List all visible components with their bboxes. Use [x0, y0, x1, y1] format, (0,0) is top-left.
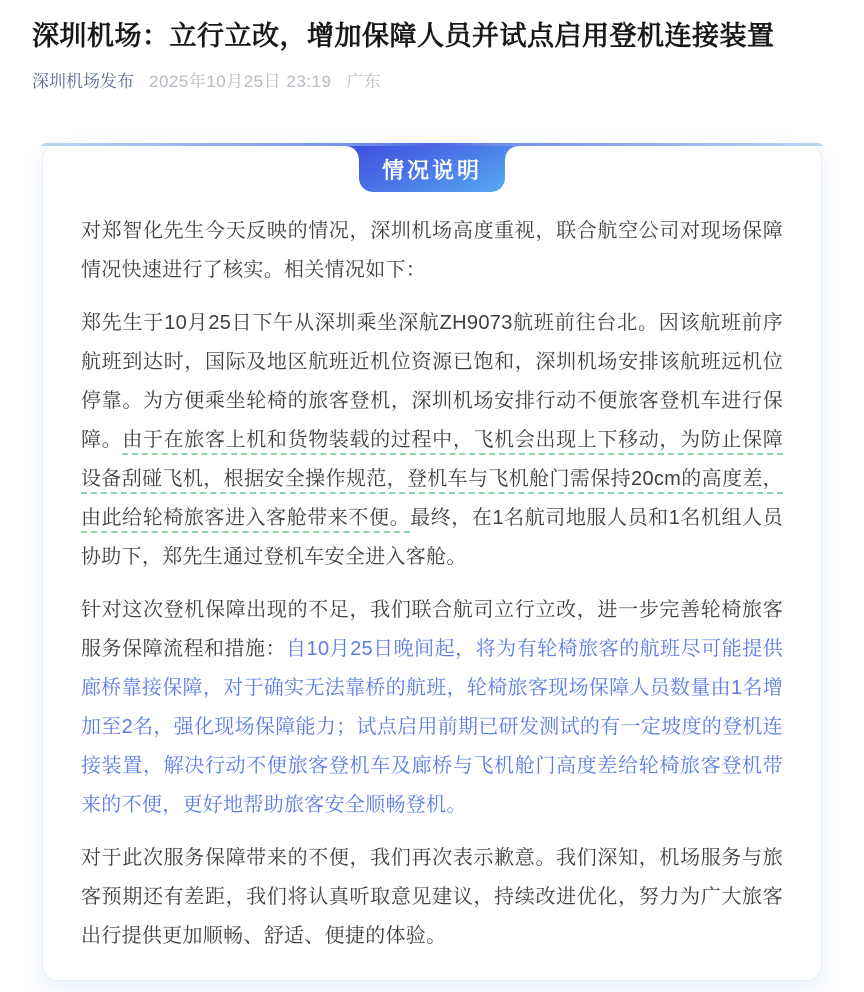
statement-badge: [359, 146, 505, 192]
paragraph-1-text: 对郑智化先生今天反映的情况，深圳机场高度重视，联合航空公司对现场保障情况快速进行了核实。相关情况如下：: [81, 220, 783, 281]
paragraph-2-highlighted-underline-text: 由于在旅客上机和货物装载的过程中，飞机会出现上下移动，为防止保障设备刮碰飞机，根据安全操作规范，登机车与飞机舱门需保持20cm的高度差，由此给轮椅旅客进入客舱带来不便。: [81, 429, 783, 529]
byline: [32, 70, 832, 94]
paragraph-2-closing-text: 最终，在1名航司地服人员和1名机组人员协助下，郑先生通过登机车安全进入客舱。: [81, 507, 783, 568]
paragraph-2: [81, 304, 783, 577]
publish-region: 广东: [346, 72, 382, 91]
paragraph-3-measures-blue-text: 自10月25日晚间起，将为有轮椅旅客的航班尽可能提供廊桥靠接保障，对于确实无法靠桥的航班，轮椅旅客现场保障人员数量由1名增加至2名，强化现场保障能力；试点启用前期已研发测试的有一定坡度的登机连接装置，解决行动不便旅客登机车及廊桥与飞机舱门高度差给轮椅旅客登机带来的不便，更好地帮助旅客安全顺畅登机。: [81, 638, 783, 816]
paragraph-2-text: 郑先生于10月25日下午从深圳乘坐深航ZH9073航班前往台北。因该航班前序航班到达时，国际及地区航班近机位资源已饱和，深圳机场安排该航班远机位停靠。为方便乘坐轮椅的旅客登机，深圳机场安排行动不便旅客登机车进行保障。: [81, 312, 783, 451]
publish-date: 2025年10月25日 23:19: [149, 72, 332, 91]
paragraph-4: [81, 839, 783, 956]
paragraph-3: [81, 591, 783, 825]
article-title: 深圳机场：立行立改，增加保障人员并试点启用登机连接装置: [32, 21, 775, 51]
paragraph-1: [81, 212, 783, 290]
paragraph-3-intro-text: 针对这次登机保障出现的不足，我们联合航司立行立改，进一步完善轮椅旅客服务保障流程和措施：: [81, 599, 783, 660]
statement-body: [81, 212, 783, 956]
paragraph-4-text: 对于此次服务保障带来的不便，我们再次表示歉意。我们深知，机场服务与旅客预期还有差距，我们将认真听取意见建议，持续改进优化，努力为广大旅客出行提供更加顺畅、舒适、便捷的体验。: [81, 847, 783, 947]
statement-card: [42, 143, 822, 981]
badge-label: 情况说明: [381, 157, 482, 183]
publisher-link[interactable]: 深圳机场发布: [32, 72, 134, 91]
